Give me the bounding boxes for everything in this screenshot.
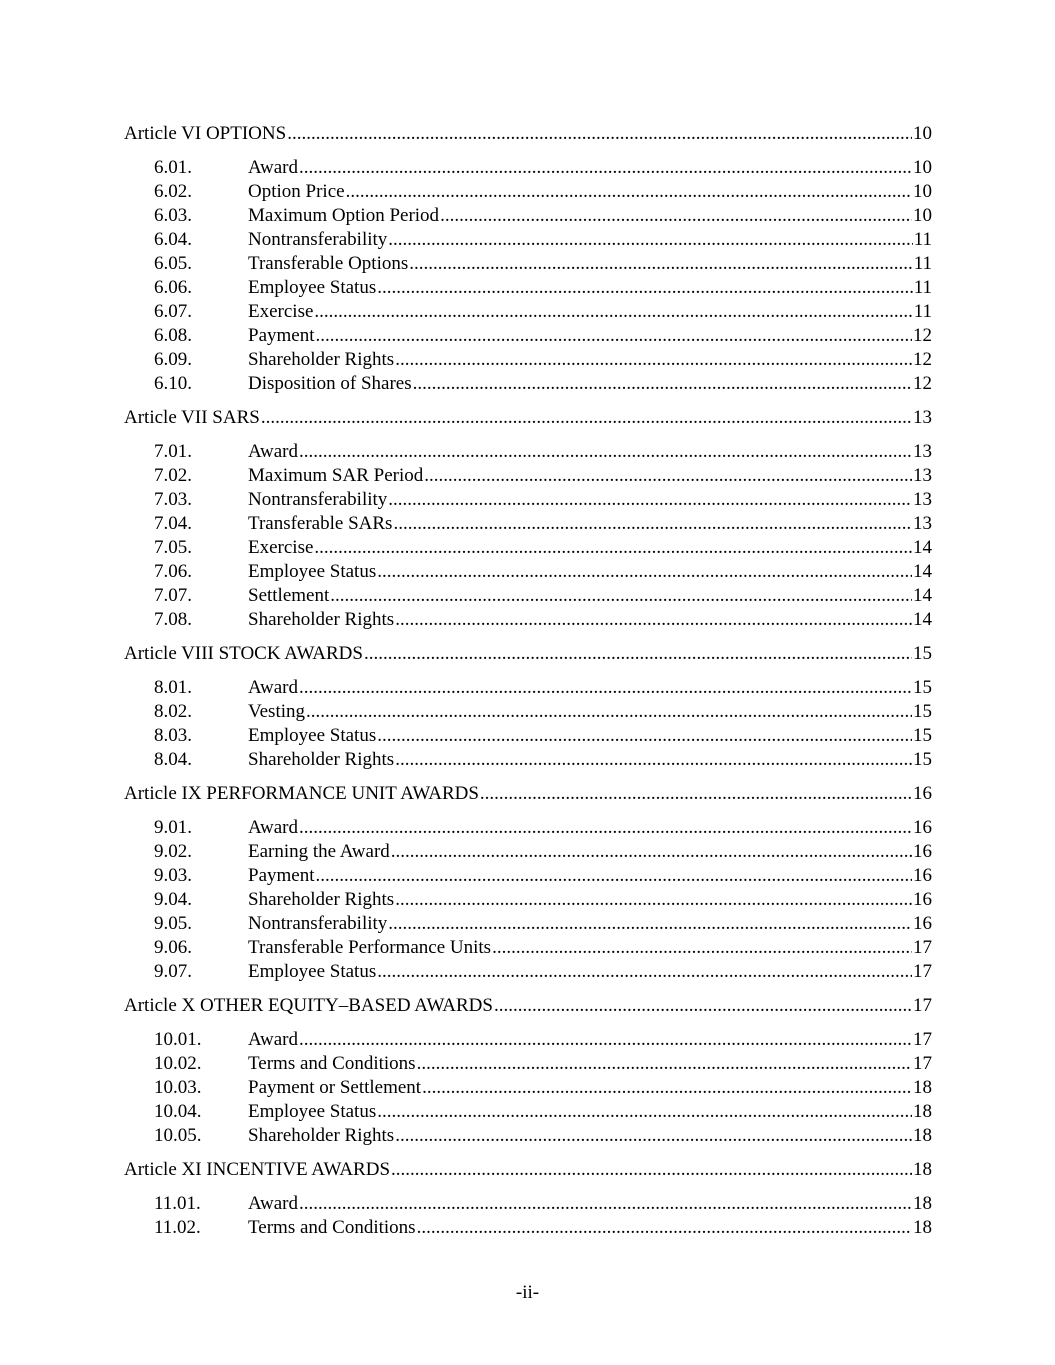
section-page-number: 16 (913, 889, 932, 910)
section-page-number: 18 (913, 1217, 932, 1238)
dot-leader (388, 488, 912, 512)
section-page-number: 15 (913, 677, 932, 698)
section-number: 6.08. (154, 325, 192, 346)
section-title: Exercise (248, 537, 314, 558)
dot-leader (314, 536, 912, 560)
section-title: Terms and Conditions (248, 1217, 416, 1238)
dot-leader (424, 464, 912, 488)
toc-section-entry[interactable] (124, 204, 932, 228)
section-number: 9.06. (154, 937, 192, 958)
section-number: 6.09. (154, 349, 192, 370)
toc-section-entry[interactable] (124, 228, 932, 252)
section-title: Shareholder Rights (248, 889, 395, 910)
article-title: Article IX PERFORMANCE UNIT AWARDS (124, 783, 479, 804)
dot-leader (494, 994, 912, 1018)
toc-section-entry[interactable] (124, 1076, 932, 1100)
section-number: 11.02. (154, 1217, 201, 1238)
section-number: 7.05. (154, 537, 192, 558)
section-number: 9.05. (154, 913, 192, 934)
article-title: Article XI INCENTIVE AWARDS (124, 1159, 391, 1180)
section-title: Payment (248, 865, 315, 886)
section-number: 8.03. (154, 725, 192, 746)
toc-section-entry[interactable] (124, 1124, 932, 1148)
section-title: Exercise (248, 301, 314, 322)
dot-leader (306, 700, 912, 724)
section-number: 6.05. (154, 253, 192, 274)
section-page-number: 18 (913, 1125, 932, 1146)
section-number: 9.04. (154, 889, 192, 910)
section-title: Award (248, 817, 298, 838)
dot-leader (261, 406, 912, 430)
dot-leader (314, 300, 912, 324)
section-title: Shareholder Rights (248, 349, 395, 370)
dot-leader (287, 122, 912, 146)
article-page-number: 16 (913, 783, 932, 804)
article-title: Article VIII STOCK AWARDS (124, 643, 363, 664)
dot-leader (395, 348, 912, 372)
section-title: Terms and Conditions (248, 1053, 416, 1074)
dot-leader (409, 252, 912, 276)
toc-section-entry[interactable] (124, 324, 932, 348)
section-title: Disposition of Shares (248, 373, 412, 394)
section-number: 7.06. (154, 561, 192, 582)
dot-leader (299, 440, 912, 464)
section-page-number: 10 (913, 181, 932, 202)
section-title: Award (248, 1029, 298, 1050)
dot-leader (391, 840, 912, 864)
section-page-number: 11 (913, 229, 932, 250)
dot-leader (395, 748, 912, 772)
article-title: Article VII SARS (124, 407, 260, 428)
section-title: Award (248, 441, 298, 462)
article-page-number: 10 (913, 123, 932, 144)
table-of-contents (124, 122, 932, 1240)
toc-section-entry[interactable] (124, 348, 932, 372)
section-number: 6.04. (154, 229, 192, 250)
article-block (124, 782, 932, 984)
section-title: Maximum Option Period (248, 205, 440, 226)
section-number: 7.01. (154, 441, 192, 462)
dot-leader (364, 642, 912, 666)
toc-section-entry[interactable] (124, 864, 932, 888)
section-page-number: 15 (913, 749, 932, 770)
section-page-number: 14 (913, 561, 932, 582)
section-number: 10.04. (154, 1101, 202, 1122)
section-title: Employee Status (248, 277, 377, 298)
section-title: Earning the Award (248, 841, 390, 862)
dot-leader (377, 276, 912, 300)
section-page-number: 13 (913, 513, 932, 534)
article-block (124, 1158, 932, 1240)
section-number: 7.08. (154, 609, 192, 630)
dot-leader (422, 1076, 912, 1100)
dot-leader (346, 180, 912, 204)
toc-section-entry[interactable] (124, 676, 932, 700)
toc-section-entry[interactable] (124, 440, 932, 464)
toc-section-entry[interactable] (124, 1100, 932, 1124)
section-page-number: 12 (913, 325, 932, 346)
section-page-number: 11 (913, 277, 932, 298)
dot-leader (377, 960, 912, 984)
section-number: 6.06. (154, 277, 192, 298)
section-title: Transferable SARs (248, 513, 393, 534)
section-title: Shareholder Rights (248, 749, 395, 770)
article-page-number: 18 (913, 1159, 932, 1180)
section-number: 8.04. (154, 749, 192, 770)
toc-section-entry[interactable] (124, 488, 932, 512)
section-title: Employee Status (248, 961, 377, 982)
toc-section-entry[interactable] (124, 748, 932, 772)
section-page-number: 15 (913, 701, 932, 722)
dot-leader (388, 912, 912, 936)
toc-section-entry[interactable] (124, 372, 932, 396)
dot-leader (299, 816, 912, 840)
section-page-number: 14 (913, 609, 932, 630)
toc-section-entry[interactable] (124, 608, 932, 632)
section-title: Nontransferability (248, 489, 388, 510)
section-title: Option Price (248, 181, 345, 202)
dot-leader (299, 1192, 912, 1216)
section-page-number: 14 (913, 585, 932, 606)
toc-section-entry[interactable] (124, 724, 932, 748)
toc-section-entry[interactable] (124, 252, 932, 276)
toc-section-entry[interactable] (124, 960, 932, 984)
section-number: 8.01. (154, 677, 192, 698)
section-title: Payment or Settlement (248, 1077, 422, 1098)
section-number: 8.02. (154, 701, 192, 722)
page-number-footer: -ii- (515, 1282, 540, 1303)
dot-leader (391, 1158, 912, 1182)
toc-article-entry[interactable] (124, 122, 932, 146)
section-page-number: 17 (913, 1053, 932, 1074)
section-title: Shareholder Rights (248, 1125, 395, 1146)
dot-leader (417, 1052, 912, 1076)
article-title: Article X OTHER EQUITY–BASED AWARDS (124, 995, 493, 1016)
toc-section-entry[interactable] (124, 464, 932, 488)
dot-leader (393, 512, 912, 536)
section-page-number: 17 (913, 961, 932, 982)
section-page-number: 10 (913, 205, 932, 226)
section-page-number: 17 (913, 1029, 932, 1050)
dot-leader (395, 608, 912, 632)
article-title: Article VI OPTIONS (124, 123, 287, 144)
section-number: 7.02. (154, 465, 192, 486)
section-page-number: 12 (913, 349, 932, 370)
section-title: Payment (248, 325, 315, 346)
section-number: 7.07. (154, 585, 192, 606)
dot-leader (413, 372, 912, 396)
dot-leader (480, 782, 912, 806)
section-number: 10.03. (154, 1077, 202, 1098)
toc-section-entry[interactable] (124, 1192, 932, 1216)
section-number: 11.01. (154, 1193, 201, 1214)
section-number: 10.05. (154, 1125, 202, 1146)
toc-article-entry[interactable] (124, 406, 932, 430)
dot-leader (440, 204, 912, 228)
section-page-number: 18 (913, 1101, 932, 1122)
section-title: Award (248, 677, 298, 698)
article-page-number: 15 (913, 643, 932, 664)
section-page-number: 16 (913, 841, 932, 862)
section-title: Employee Status (248, 725, 377, 746)
toc-section-entry[interactable] (124, 512, 932, 536)
toc-section-entry[interactable] (124, 1216, 932, 1240)
toc-article-entry[interactable] (124, 782, 932, 806)
section-title: Award (248, 1193, 298, 1214)
article-block (124, 122, 932, 396)
section-title: Transferable Performance Units (248, 937, 492, 958)
dot-leader (377, 724, 912, 748)
section-title: Employee Status (248, 561, 377, 582)
dot-leader (299, 1028, 912, 1052)
section-page-number: 15 (913, 725, 932, 746)
section-page-number: 18 (913, 1193, 932, 1214)
toc-section-entry[interactable] (124, 700, 932, 724)
article-page-number: 13 (913, 407, 932, 428)
toc-section-entry[interactable] (124, 156, 932, 180)
toc-section-entry[interactable] (124, 180, 932, 204)
toc-article-entry[interactable] (124, 994, 932, 1018)
section-page-number: 14 (913, 537, 932, 558)
dot-leader (299, 156, 912, 180)
section-number: 6.01. (154, 157, 192, 178)
toc-section-entry[interactable] (124, 888, 932, 912)
section-page-number: 17 (913, 937, 932, 958)
toc-section-entry[interactable] (124, 1028, 932, 1052)
dot-leader (395, 1124, 912, 1148)
article-page-number: 17 (913, 995, 932, 1016)
section-number: 7.04. (154, 513, 192, 534)
section-title: Transferable Options (248, 253, 409, 274)
section-title: Nontransferability (248, 913, 388, 934)
section-page-number: 11 (913, 301, 932, 322)
dot-leader (299, 676, 912, 700)
section-title: Award (248, 157, 298, 178)
article-block (124, 994, 932, 1148)
section-number: 9.03. (154, 865, 192, 886)
section-page-number: 11 (913, 253, 932, 274)
section-page-number: 16 (913, 913, 932, 934)
section-page-number: 16 (913, 817, 932, 838)
toc-section-entry[interactable] (124, 276, 932, 300)
section-title: Shareholder Rights (248, 609, 395, 630)
toc-section-entry[interactable] (124, 536, 932, 560)
section-title: Nontransferability (248, 229, 388, 250)
section-number: 9.07. (154, 961, 192, 982)
section-number: 6.10. (154, 373, 192, 394)
section-page-number: 13 (913, 441, 932, 462)
section-title: Vesting (248, 701, 305, 722)
section-number: 10.01. (154, 1029, 202, 1050)
section-page-number: 16 (913, 865, 932, 886)
section-page-number: 10 (913, 157, 932, 178)
section-title: Employee Status (248, 1101, 377, 1122)
section-number: 9.01. (154, 817, 192, 838)
section-number: 6.03. (154, 205, 192, 226)
article-block (124, 642, 932, 772)
dot-leader (377, 1100, 912, 1124)
dot-leader (316, 324, 913, 348)
section-title: Maximum SAR Period (248, 465, 424, 486)
section-page-number: 18 (913, 1077, 932, 1098)
dot-leader (377, 560, 912, 584)
section-page-number: 13 (913, 489, 932, 510)
toc-section-entry[interactable] (124, 936, 932, 960)
section-number: 6.07. (154, 301, 192, 322)
section-number: 9.02. (154, 841, 192, 862)
dot-leader (417, 1216, 912, 1240)
toc-section-entry[interactable] (124, 560, 932, 584)
dot-leader (395, 888, 912, 912)
toc-article-entry[interactable] (124, 642, 932, 666)
toc-section-entry[interactable] (124, 912, 932, 936)
dot-leader (388, 228, 912, 252)
toc-section-entry[interactable] (124, 300, 932, 324)
dot-leader (316, 864, 913, 888)
section-page-number: 13 (913, 465, 932, 486)
section-number: 10.02. (154, 1053, 202, 1074)
section-page-number: 12 (913, 373, 932, 394)
section-title: Settlement (248, 585, 330, 606)
toc-article-entry[interactable] (124, 1158, 932, 1182)
section-number: 7.03. (154, 489, 192, 510)
dot-leader (492, 936, 912, 960)
toc-section-entry[interactable] (124, 584, 932, 608)
toc-section-entry[interactable] (124, 816, 932, 840)
dot-leader (330, 584, 912, 608)
toc-section-entry[interactable] (124, 1052, 932, 1076)
toc-section-entry[interactable] (124, 840, 932, 864)
section-number: 6.02. (154, 181, 192, 202)
article-block (124, 406, 932, 632)
